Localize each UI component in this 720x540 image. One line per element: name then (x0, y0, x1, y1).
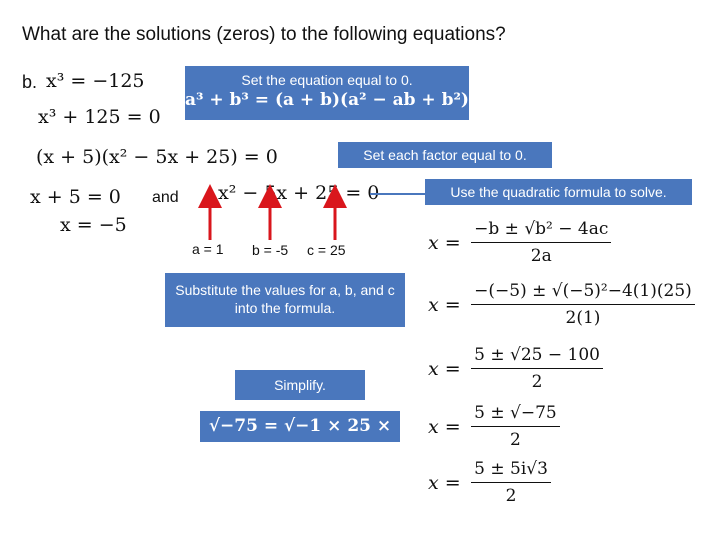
step-4-denominator: 2 (510, 430, 521, 450)
callout-radical-identity (200, 411, 400, 467)
step-1-x: x = (428, 231, 461, 254)
step-5 (428, 458, 551, 507)
callout-quadratic-formula-text: Use the quadratic formula to solve. (450, 184, 667, 200)
linear-factor-equation: x + 5 = 0 (30, 186, 121, 208)
page-title: What are the solutions (zeros) to the following equations? (22, 24, 506, 45)
callout-set-each-factor-text: Set each factor equal to 0. (363, 147, 527, 163)
callout-set-each-factor (338, 142, 552, 168)
callout-set-equal-zero (185, 66, 469, 120)
coef-c: c = 25 (307, 242, 346, 258)
step-5-denominator: 2 (505, 486, 517, 506)
coef-a: a = 1 (192, 241, 224, 257)
sum-of-cubes-formula: a³ + b³ = (a + b)(a² − ab + b²) (185, 89, 469, 110)
set-zero-equation: x³ + 125 = 0 (38, 106, 161, 128)
step-2 (428, 280, 695, 329)
step-2-numerator: −(−5) ± √(−5)²−4(1)(25) (471, 280, 695, 305)
given-equation: x³ = −125 (46, 70, 145, 92)
factored-equation: (x + 5)(x² − 5x + 25) = 0 (36, 146, 278, 168)
callout-simplify (235, 370, 365, 400)
step-3-x: x = (428, 357, 461, 380)
step-4 (428, 402, 560, 451)
step-2-x: x = (428, 293, 461, 316)
and-label: and (152, 189, 179, 206)
part-label: b. (22, 72, 38, 92)
step-3-numerator: 5 ± √25 − 100 (471, 344, 603, 369)
linear-solution: x = −5 (60, 214, 127, 236)
radical-identity-text: √−75 = √−1 × 25 × 3 (208, 416, 392, 467)
step-3-denominator: 2 (531, 372, 543, 392)
quadratic-equation: x² − 5x + 25 = 0 (218, 182, 380, 204)
step-1-numerator: −b ± √b² − 4ac (471, 218, 611, 243)
callout-set-equal-zero-text: Set the equation equal to 0. (241, 72, 413, 88)
callout-quadratic-formula (425, 179, 692, 205)
coef-b: b = -5 (252, 242, 289, 258)
step-1 (428, 218, 611, 267)
step-4-numerator: 5 ± √−75 (471, 402, 560, 427)
callout-substitute (165, 273, 405, 327)
step-3 (428, 344, 603, 393)
step-4-x: x = (428, 415, 461, 438)
callout-simplify-text: Simplify. (274, 377, 326, 393)
callout-substitute-text: Substitute the values for a, b, and c into the formula. (175, 282, 395, 316)
step-2-denominator: 2(1) (565, 308, 601, 328)
step-1-denominator: 2a (530, 246, 552, 266)
step-5-numerator: 5 ± 5i√3 (471, 458, 551, 483)
step-5-x: x = (428, 471, 461, 494)
